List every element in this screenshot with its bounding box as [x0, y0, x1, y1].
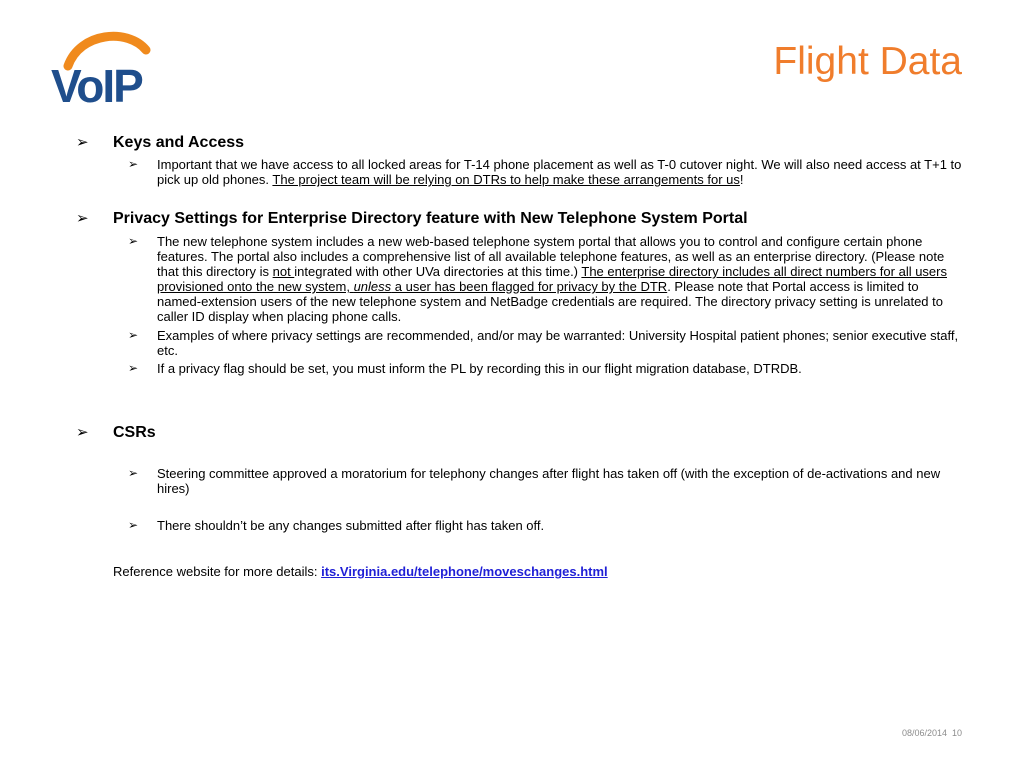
- arrow-bullet-icon: ➢: [128, 518, 139, 532]
- arrow-bullet-icon: ➢: [76, 424, 89, 441]
- reference-label: Reference website for more details:: [113, 564, 322, 579]
- slide-number: 10: [951, 728, 962, 738]
- arrow-bullet-icon: ➢: [128, 466, 139, 480]
- arrow-bullet-icon: ➢: [128, 328, 139, 342]
- sub-bullet-portal: [128, 234, 966, 324]
- section-heading: Privacy Settings for Enterprise Directory feature with New Telephone System Portal: [113, 210, 748, 227]
- logo-text: VoIP: [51, 60, 142, 108]
- bullet-keys-and-access: [76, 133, 976, 153]
- bullet-text: There shouldn’t be any changes submitted after flight has taken off.: [157, 518, 545, 533]
- bullet-text: If a privacy flag should be set, you must inform the PL by recording this in our flight migration database, DTRDB.: [157, 361, 802, 376]
- slide-footer: [902, 728, 962, 738]
- sub-bullet-examples: [128, 328, 966, 358]
- arrow-bullet-icon: ➢: [76, 210, 89, 227]
- sub-bullet-moratorium: [128, 466, 966, 496]
- reference-line: [113, 564, 608, 579]
- bullet-text: The new telephone system includes a new web-based telephone system portal that allows you to control and configure certain phone features. The portal also includes a comprehensive list of all available telephone features, as well as an enterprise directory. (Please note that this directory is not integrated with other UVa directories at this time.) The enterprise directory includes all direct numbers for all users provisioned onto the new system, unless a user has been flagged for privacy by the DTR. Please note that Portal access is limited to named-extension users of the new telephone system and NetBadge credentials are required. The directory privacy setting is unrelated to caller ID display when placing phone calls.: [157, 234, 947, 324]
- bullet-text: Steering committee approved a moratorium for telephony changes after flight has taken off (with the exception of de-activations and new hires): [157, 466, 941, 496]
- sub-bullet-access: [128, 157, 966, 187]
- bullet-text: Important that we have access to all locked areas for T-14 phone placement as well as T-0 cutover night. We will also need access at T+1 to pick up old phones. The project team will be relying on DTRs to help make these arrangements for us!: [157, 157, 962, 187]
- bullet-csrs: [76, 423, 976, 443]
- arrow-bullet-icon: ➢: [128, 157, 139, 171]
- bullet-privacy-settings: [76, 209, 976, 229]
- reference-link[interactable]: its.Virginia.edu/telephone/moveschanges.html: [321, 564, 608, 579]
- sub-bullet-privacy-flag: [128, 361, 966, 376]
- slide-title: Flight Data: [773, 40, 962, 83]
- arrow-bullet-icon: ➢: [76, 134, 89, 151]
- arrow-bullet-icon: ➢: [128, 361, 139, 375]
- voip-logo: [50, 28, 162, 108]
- footer-date: 08/06/2014: [901, 728, 947, 738]
- bullet-text: Examples of where privacy settings are recommended, and/or may be warranted: University Hospital patient phones; senior executive staff, etc.: [157, 328, 959, 358]
- section-heading: Keys and Access: [113, 134, 245, 151]
- sub-bullet-no-changes: [128, 518, 966, 533]
- arrow-bullet-icon: ➢: [128, 234, 139, 248]
- section-heading: CSRs: [113, 424, 156, 441]
